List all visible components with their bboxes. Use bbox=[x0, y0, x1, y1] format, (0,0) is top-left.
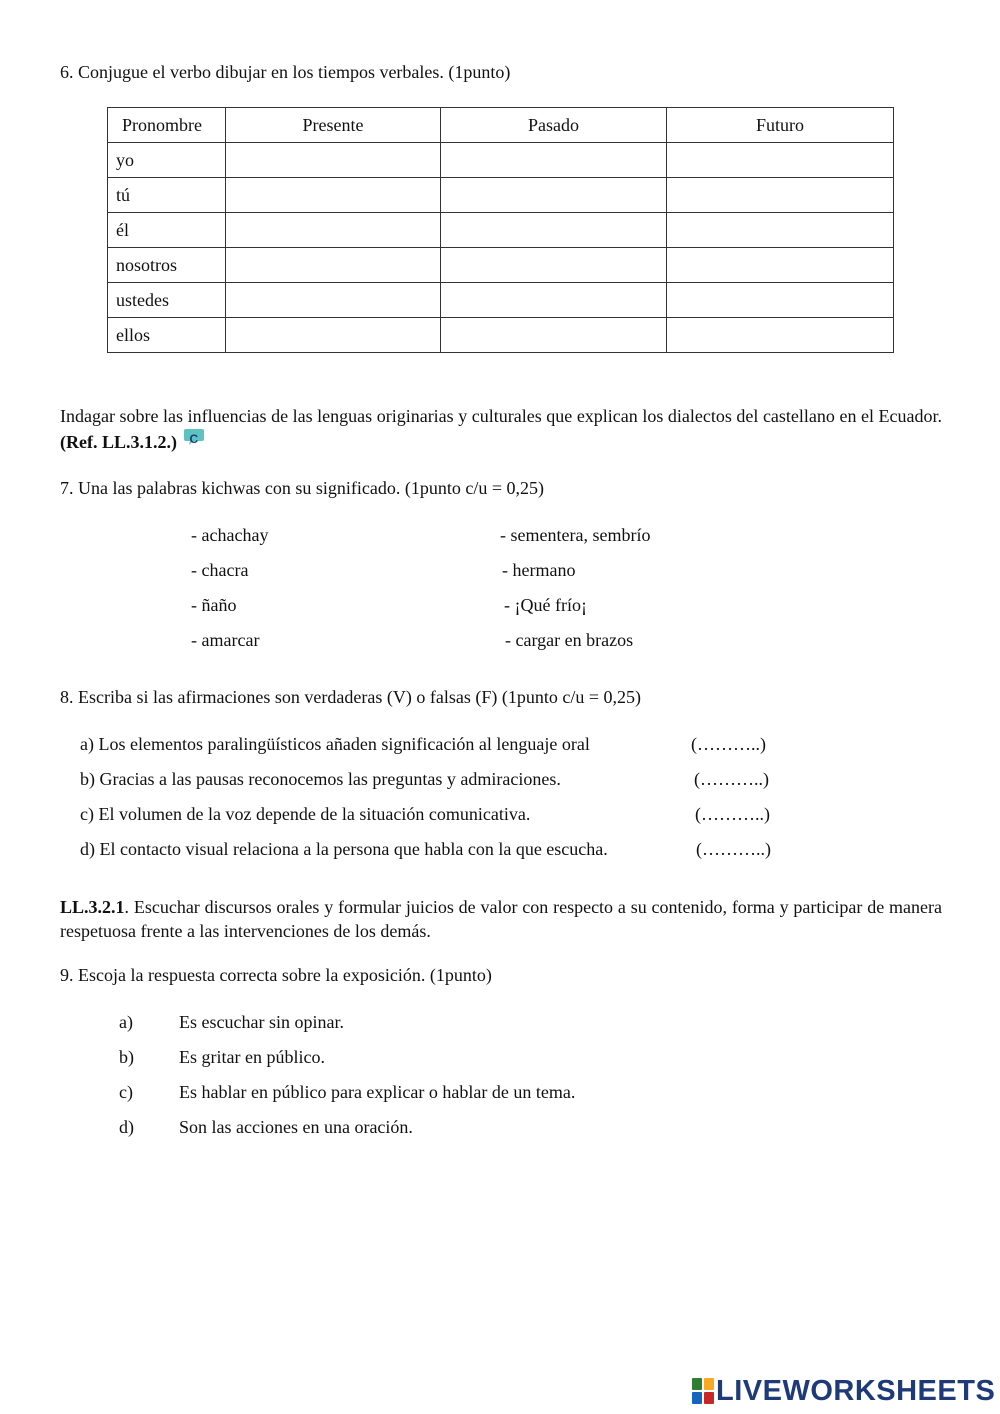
option-a[interactable]: Es escuchar sin opinar. bbox=[179, 1012, 344, 1032]
kichwa-word[interactable]: - achachay bbox=[191, 525, 269, 545]
table-row bbox=[108, 178, 894, 213]
option-d[interactable]: Son las acciones en una oración. bbox=[179, 1117, 413, 1137]
answer-cell-futuro[interactable] bbox=[667, 248, 894, 283]
pronoun-cell: ellos bbox=[108, 318, 226, 353]
answer-cell-futuro[interactable] bbox=[667, 283, 894, 318]
answer-cell-presente[interactable] bbox=[226, 178, 441, 213]
kichwa-meaning[interactable]: - sementera, sembrío bbox=[500, 525, 651, 545]
header-pasado: Pasado bbox=[441, 108, 667, 143]
table-row bbox=[108, 283, 894, 318]
option-letter-c: c) bbox=[119, 1082, 133, 1102]
kichwa-meaning[interactable]: - ¡Qué frío¡ bbox=[504, 595, 587, 615]
statement-c: c) El volumen de la voz depende de la situación comunicativa. bbox=[80, 804, 531, 824]
pronoun-cell: yo bbox=[108, 143, 226, 178]
kichwa-meaning[interactable]: - cargar en brazos bbox=[505, 630, 634, 650]
answer-cell-presente[interactable] bbox=[226, 213, 441, 248]
liveworksheets-mark-icon bbox=[692, 1378, 714, 1404]
q8-title: 8. Escriba si las afirmaciones son verdaderas (V) o falsas (F) (1punto c/u = 0,25) bbox=[60, 687, 641, 707]
comment-icon-letter: C bbox=[189, 432, 199, 446]
answer-cell-pasado[interactable] bbox=[441, 248, 667, 283]
table-row bbox=[108, 213, 894, 248]
answer-cell-presente[interactable] bbox=[226, 248, 441, 283]
ll321-paragraph bbox=[60, 895, 942, 943]
answer-blank-c[interactable]: (………..) bbox=[695, 804, 770, 824]
logo-mark-cell bbox=[704, 1392, 714, 1404]
answer-cell-futuro[interactable] bbox=[667, 213, 894, 248]
table-header-row bbox=[108, 108, 894, 143]
statement-a: a) Los elementos paralingüísticos añaden significación al lenguaje oral bbox=[80, 734, 590, 754]
pronoun-cell: nosotros bbox=[108, 248, 226, 283]
answer-cell-presente[interactable] bbox=[226, 318, 441, 353]
q9-title: 9. Escoja la respuesta correcta sobre la exposición. (1punto) bbox=[60, 965, 492, 985]
answer-cell-futuro[interactable] bbox=[667, 178, 894, 213]
option-b[interactable]: Es gritar en público. bbox=[179, 1047, 325, 1067]
logo-mark-cell bbox=[692, 1392, 702, 1404]
header-futuro: Futuro bbox=[667, 108, 894, 143]
pronoun-cell: él bbox=[108, 213, 226, 248]
answer-cell-presente[interactable] bbox=[226, 283, 441, 318]
logo-mark-cell bbox=[692, 1378, 702, 1390]
ll321-code: LL.3.2.1 bbox=[60, 897, 125, 917]
answer-cell-futuro[interactable] bbox=[667, 143, 894, 178]
indagar-text: Indagar sobre las influencias de las lenguas originarias y culturales que explican los dialectos del castellano en el Ecuador. bbox=[60, 406, 942, 426]
answer-cell-pasado[interactable] bbox=[441, 178, 667, 213]
pronoun-cell: ustedes bbox=[108, 283, 226, 318]
option-letter-d: d) bbox=[119, 1117, 134, 1137]
answer-blank-b[interactable]: (………..) bbox=[694, 769, 769, 789]
pronoun-cell: tú bbox=[108, 178, 226, 213]
answer-cell-pasado[interactable] bbox=[441, 213, 667, 248]
table-row bbox=[108, 248, 894, 283]
answer-cell-presente[interactable] bbox=[226, 143, 441, 178]
option-c[interactable]: Es hablar en público para explicar o hablar de un tema. bbox=[179, 1082, 576, 1102]
kichwa-meaning[interactable]: - hermano bbox=[502, 560, 576, 580]
liveworksheets-brand: LIVEWORKSHEETS bbox=[716, 1374, 996, 1407]
answer-cell-futuro[interactable] bbox=[667, 318, 894, 353]
indagar-paragraph bbox=[60, 404, 942, 454]
answer-cell-pasado[interactable] bbox=[441, 283, 667, 318]
comment-icon[interactable] bbox=[183, 428, 205, 446]
table-row bbox=[108, 318, 894, 353]
kichwa-word[interactable]: - ñaño bbox=[191, 595, 237, 615]
option-letter-a: a) bbox=[119, 1012, 133, 1032]
statement-d: d) El contacto visual relaciona a la persona que habla con la que escucha. bbox=[80, 839, 608, 859]
statement-b: b) Gracias a las pausas reconocemos las preguntas y admiraciones. bbox=[80, 769, 561, 789]
answer-blank-a[interactable]: (………..) bbox=[691, 734, 766, 754]
logo-mark-cell bbox=[704, 1378, 714, 1390]
header-pronombre: Pronombre bbox=[108, 108, 226, 143]
kichwa-word[interactable]: - amarcar bbox=[191, 630, 260, 650]
q7-title: 7. Una las palabras kichwas con su significado. (1punto c/u = 0,25) bbox=[60, 478, 545, 498]
answer-cell-pasado[interactable] bbox=[441, 143, 667, 178]
answer-cell-pasado[interactable] bbox=[441, 318, 667, 353]
table-row bbox=[108, 143, 894, 178]
option-letter-b: b) bbox=[119, 1047, 134, 1067]
header-presente: Presente bbox=[226, 108, 441, 143]
indagar-ref: (Ref. LL.3.1.2.) bbox=[60, 432, 177, 452]
q6-title: 6. Conjugue el verbo dibujar en los tiempos verbales. (1punto) bbox=[60, 62, 511, 82]
ll321-text: . Escuchar discursos orales y formular juicios de valor con respecto a su contenido, forma y participar de manera respetuosa frente a las intervenciones de los demás. bbox=[60, 897, 942, 941]
kichwa-word[interactable]: - chacra bbox=[191, 560, 249, 580]
liveworksheets-logo bbox=[692, 1374, 995, 1408]
answer-blank-d[interactable]: (………..) bbox=[696, 839, 771, 859]
conjugation-table bbox=[107, 107, 894, 353]
